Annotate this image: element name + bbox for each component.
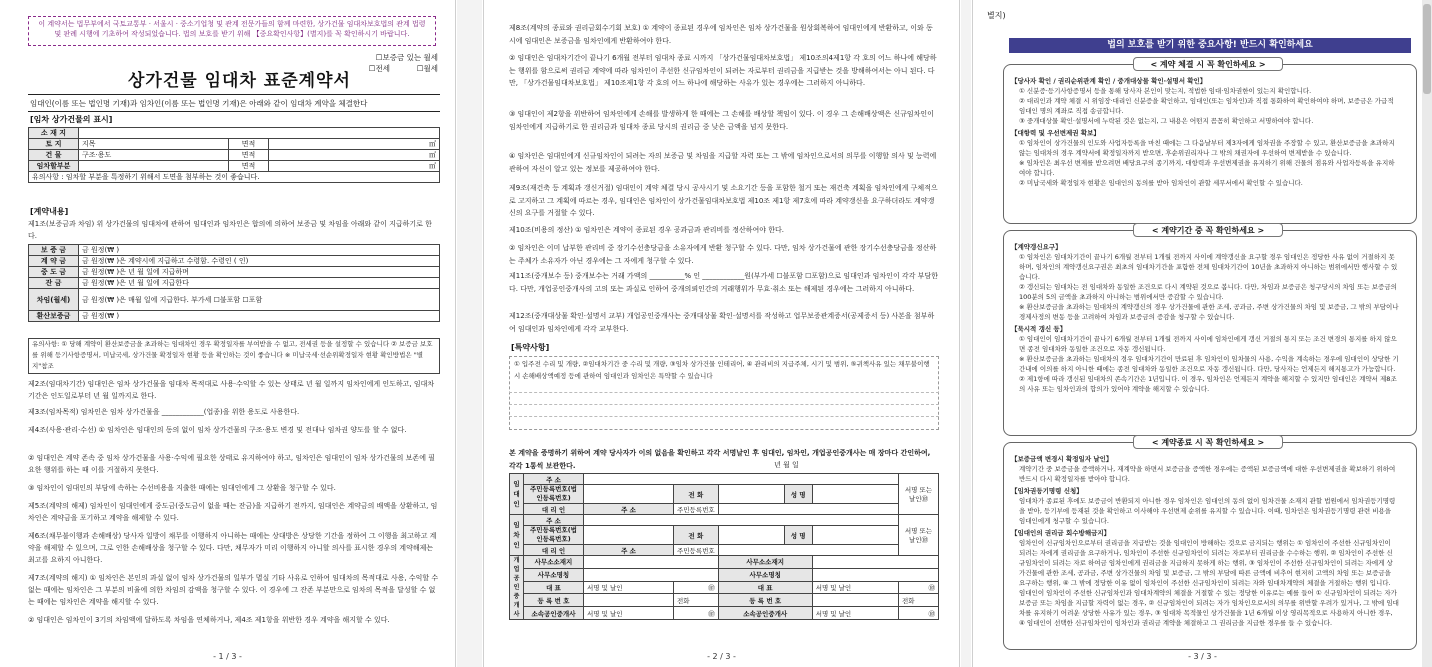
scrollbar-thumb[interactable] xyxy=(1423,4,1431,94)
appendix-label: 별지) xyxy=(987,11,1006,20)
article-11: 제11조(중개보수 등) 중개보수는 거래 가액의 __________% 인 ____________원(부가세 ☐불포함 ☐포함)으로 임대인과 임차인이 각각 부담한다. 다만, 개업공인중개사의 고의 또는 과실로 인하여 중개의뢰인간의 거래행위가 무효·취소 또는 해제된 경우에는 그러하지 아니하다. xyxy=(509,272,938,293)
article-8-2: ② 임대인은 임대차기간이 끝나기 6개월 전부터 임대차 종료 시까지 「상가건물임대차보호법」 제10조의4제1항 각 호의 어느 하나에 해당하는 행위를 함으로써 권리금 계약에 따라 임차인이 주선한 신규임차인이 되려는 자로부터 권리금을 지급받는 것을 방해하여서는 아니 된다. 다만, 「상가건물임대차보호법」 제10조제1항 각 호의 어느 하나에 해당하는 사유가 있는 경우에는 그러하지 아니하다. xyxy=(509,54,937,87)
box-item: ※ 임차인은 최우선 변제를 받으려면 배당요구의 종기까지, 대항력과 우선변제권을 유지하기 위해 건물의 점유와 사업자등록을 유지하여야 합니다. xyxy=(1019,159,1395,177)
article-8-3: ③ 임대인이 제2항을 위반하여 임차인에게 손해를 발생하게 한 때에는 그 손해를 배상할 책임이 있다. 이 경우 그 손해배상액은 신규임차인이 임차인에게 지급하기로 한 권리금과 임대차 종료 당시의 권리금 중 낮은 금액을 넘지 못한다. xyxy=(509,110,934,131)
box-item: 계약기간 중 보증금을 증액하거나, 재계약을 하면서 보증금을 증액한 경우에는 증액된 보증금액에 대한 우선변제권을 확보하기 위하여 반드시 다시 확정일자를 받아야 합니다. xyxy=(1019,465,1396,483)
lessor-label: 임대인 xyxy=(510,474,524,515)
checkbox-deposit-monthly[interactable]: ☐보증금 있는 월세 xyxy=(375,53,438,62)
box-contract-period-content xyxy=(973,240,1432,432)
box-item: ③ 중개대상물 확인·설명서에 누락된 것은 없는지, 그 내용은 어떤지 꼼꼼히 확인하고 서명하여야 합니다. xyxy=(1019,117,1314,125)
box-item: ② 대리인과 계약 체결 시 위임장·대리인 신분증을 확인하고, 임대인(또는 임차인)과 직접 통화하여 확인하여야 하며, 보증금은 가급적 임대인 명의 계좌로 직접 송금합니다. xyxy=(1019,97,1394,115)
page-number-3: - 3 / 3 - xyxy=(1188,652,1217,661)
box-item: 임대인이 임차인이 주선한 신규임차인과 임대차계약의 체결을 거절할 수 있는 정당한 이유로는 예를 들어 ① 신규임차인이 되려는 자가 보증금 또는 차임을 지급할 자력이 없는 경우, ② 신규임차인이 되려는 자가 임차인으로서의 의무를 위반할 우려가 있거나, 그 밖에 임대차를 유지하기 어려운 상당한 사유가 있는 경우, ③ 임대차 목적물인 상가건물을 1년 6개월 이상 영리목적으로 사용하지 아니한 경우, ④ 임대인이 선택한 신규임차인이 임차인과 권리금 계약을 체결하고 그 권리금을 지급한 경우를 들 수 있습니다. xyxy=(1019,589,1399,627)
box-contract-period-title: < 계약기간 중 꼭 확인하세요 > xyxy=(1133,223,1283,237)
box-contract-end-content xyxy=(973,452,1432,646)
box-subheading: 【대항력 및 우선변제권 확보】 xyxy=(1011,129,1100,137)
page-1 xyxy=(0,0,456,667)
article-3: 제3조(임차목적) 임차인은 임차 상가건물을 ____________(업종)을 위한 용도로 사용한다. xyxy=(28,408,300,416)
box-subheading: 【임차권등기명령 신청】 xyxy=(1011,487,1083,495)
intro-text: 임대인(이름 또는 법인명 기재)과 임차인(이름 또는 법인명 기재)은 아래와 같이 임대차 계약을 체결한다 xyxy=(30,99,368,108)
lessee-label: 임차인 xyxy=(510,515,524,556)
money-note: 유의사항: ① 당해 계약이 환산보증금을 초과하는 임대차인 경우 확정일자를 부여받을 수 없고, 전세권 등을 설정할 수 있습니다 ② 보증금 보호를 위해 등기사항증명서, 미납국세, 상가건물 확정일자 현황 등을 확인하는 것이 좋습니다 ※ 미납국세·선순위확정일자 현황 확인방법은 "별지"참조 xyxy=(28,338,440,374)
article-7-1: 제7조(계약의 해지) ① 임차인은 본인의 과실 없이 임차 상가건물의 일부가 멸실 기타 사유로 인하여 임대차의 목적대로 사용, 수익할 수 없는 때에는 임차인은 그 부분의 비율에 의한 차임의 감액을 청구할 수 있다. 이 경우에 그 잔존 부분만으로 임차의 목적을 달성할 수 없는 때에는 임차인은 계약을 해지할 수 있다. xyxy=(28,574,439,606)
box-item: ① 임대인이 임대차기간이 끝나기 6개월 전부터 1개월 전까지 사이에 임차인에게 갱신 거절의 통지 또는 조건 변경의 통지를 하지 않으면 종전 임대차와 동일한 조건으로 자동 갱신됩니다. xyxy=(1019,335,1397,353)
box-item: ② 미납국세와 확정일자 현황은 임대인의 동의를 받아 임차인이 관할 세무서에서 확인할 수 있습니다. xyxy=(1019,179,1303,187)
box-subheading: 【계약갱신요구】 xyxy=(1011,243,1062,251)
box-item: ② 갱신되는 임대차는 전 임대차와 동일한 조건으로 다시 계약된 것으로 봅니다. 다만, 차임과 보증금은 청구당시의 차임 또는 보증금의 100분의 5의 금액을 초과하지 아니하는 범위에서만 증감할 수 있습니다. xyxy=(1019,283,1397,301)
special-terms-text: ① 입주전 수리 및 개량, ②임대차기간 중 수리 및 개량, ③임차 상가건물 인테리어, ④ 관리비의 지급주체, 시기 및 범위, ⑤귀책사유 있는 채무불이행 시 손해배상액예정 등에 관하여 임대인과 임차인은 특약할 수 있습니다 xyxy=(514,360,930,380)
box-item: ① 임차인이 상가건물의 인도와 사업자등록을 마친 때에는 그 다음날부터 제3자에게 임차권을 주장할 수 있고, 환산보증금을 초과하지 않는 임대차의 경우 계약서에 확정일자까지 받으면, 후순위권리자나 그 밖의 채권자에 우선하여 변제받을 수 있습니다. xyxy=(1019,139,1395,157)
checkbox-monthly[interactable]: ☐월세 xyxy=(416,64,438,73)
box-item: ※ 환산보증금을 초과하는 임대차의 경우 임대차기간이 만료된 후 임차인이 임차물의 사용, 수익을 계속하는 경우에 임대인이 상당한 기간내에 이의를 하지 아니한 때에는 종전 임대차와 동일한 조건으로 자동 갱신됩니다. 다만, 당사자는 언제든지 해지통고가 가능합니다. xyxy=(1019,355,1399,373)
article-1: 제1조(보증금과 차임) 위 상가건물의 임대차에 관하여 임대인과 임차인은 합의에 의하여 보증금 및 차임을 아래와 같이 지급하기로 한다. xyxy=(28,220,432,240)
page-title: 상가건물 임대차 표준계약서 xyxy=(128,71,351,91)
section-contract: [계약내용] xyxy=(30,207,69,216)
page-gap xyxy=(457,0,482,667)
signing-intro: 본 계약을 증명하기 위하여 계약 당사자가 이의 없음을 확인하고 각각 서명날인 후 임대인, 임차인, 개업공인중개사는 매 장마다 간인하여, 각각 1통씩 보관한다. xyxy=(509,449,931,470)
box-contract-signing-content xyxy=(973,74,1432,220)
signature-table: 임대인 주 소 서명 또는 날인㊞ 주민등록번호(법인등록번호) 전 화 성 명 대 리 인 주 소 주민등록번호 임차인 주 소 서명 또는 날인㊞ 주민등록번호(법인등록번호) 전 화 성 명 대 리 인 주 소 주민등록번호 개업공인중개사 사무소소재지 사무소소재지 사무소명칭 사무소명칭 대 표 서명 및 날인 ㊞ 대 표 서명 및 날인 ㊞ 등 록 번 호 전화 등 록 번 호 전화 소속공인중개사 서명 및 날인 ㊞ 소속공인중개사 서명 및 날인 ㊞ xyxy=(509,473,939,620)
page-number-2: - 2 / 3 - xyxy=(707,652,736,661)
vertical-scrollbar[interactable] xyxy=(1422,0,1432,667)
article-7-2: ② 임대인은 임차인이 3기의 차임액에 달하도록 차임을 연체하거나, 제4조 제1항을 위반한 경우 계약을 해지할 수 있다. xyxy=(28,616,390,624)
page-number-1: - 1 / 3 - xyxy=(213,652,242,661)
article-2: 제2조(임대차기간) 임대인은 임차 상가건물을 임대차 목적대로 사용·수익할 수 있는 상태로 년 월 일까지 임차인에게 인도하고, 임대차기간은 인도일로부터 년 월 일까지로 한다. xyxy=(28,380,435,400)
article-9: 제9조(재건축 등 계획과 갱신거절) 임대인이 계약 체결 당시 공사시기 및 소요기간 등을 포함한 철거 또는 재건축 계획을 임차인에게 구체적으로 고지하고 그 계획에 따르는 경우, 임대인은 임차인이 상가건물임대차보호법 제10조 제1항 제7호에 따라 계약갱신을 요구하더라도 계약갱신의 요구를 거절할 수 있다. xyxy=(509,184,938,217)
property-table: 소 재 지 토 지 지목 면적 ㎡ 건 물 구조·용도 면적 ㎡ 임차할부분 면적 ㎡ 유의사항 : 임차할 부분을 특정하기 위해서 도면을 첨부하는 것이 좋습니다. xyxy=(28,127,440,183)
page-3 xyxy=(972,0,1432,667)
box-subheading: 【당사자 확인 / 권리순위관계 확인 / 중개대상물 확인·설명서 확인】 xyxy=(1011,77,1207,85)
signing-date: 년 월 일 xyxy=(774,461,799,469)
box-item: ① 신분증·등기사항증명서 등을 통해 당사자 본인이 맞는지, 적법한 임대·임차권한이 있는지 확인합니다. xyxy=(1019,87,1312,95)
special-terms-title: [특약사항] xyxy=(511,343,550,352)
box-contract-end-title: < 계약종료 시 꼭 확인하세요 > xyxy=(1133,435,1283,449)
article-4-1: 제4조(사용·관리·수선) ① 임차인은 임대인의 동의 없이 임차 상가건물의 구조·용도 변경 및 전대나 임차권 양도를 할 수 없다. xyxy=(28,426,407,434)
article-10-1: 제10조(비용의 정산) ① 임차인은 계약이 종료된 경우 공과금과 관리비를 정산하여야 한다. xyxy=(509,226,785,234)
article-4-2: ② 임대인은 계약 존속 중 임차 상가건물을 사용·수익에 필요한 상태로 유지하여야 하고, 임차인은 임대인이 임차 상가건물의 보존에 필요한 행위를 하는 때 이를 거절하지 못한다. xyxy=(28,454,435,474)
box-item: ② 제1항에 따라 갱신된 임대차의 존속기간은 1년입니다. 이 경우, 임차인은 언제든지 계약을 해지할 수 있지만 임대인은 계약서 제8조의 사유 또는 임차인과의 합의가 있어야 계약을 해지할 수 있습니다. xyxy=(1019,375,1397,393)
box-item: ① 임차인은 임대차기간이 끝나기 6개월 전부터 1개월 전까지 사이에 계약갱신을 요구할 경우 임대인은 정당한 사유 없이 거절하지 못하며, 임차인의 계약갱신요구권은 최초의 임대차기간을 포함한 전체 임대차기간이 10년을 초과하지 아니하는 범위에서만 행사할 수 있습니다. xyxy=(1019,253,1398,281)
box-item: ※ 환산보증금을 초과하는 임대차의 계약갱신의 경우 상가건물에 관한 조세, 공과금, 주변 상가건물의 차임 및 보증금, 그 밖의 부담이나 경제사정의 변동 등을 고려하여 차임과 보증금의 증감을 청구할 수 있습니다. xyxy=(1019,303,1399,321)
page-2 xyxy=(483,0,960,667)
article-8-4: ④ 임차인은 임대인에게 신규임차인이 되려는 자의 보증금 및 차임을 지급할 자력 또는 그 밖에 임차인으로서의 의무를 이행할 의사 및 능력에 관하여 자신이 알고 있는 정보를 제공하여야 한다. xyxy=(509,152,937,173)
section-property: [임차 상가건물의 표시] xyxy=(30,115,113,124)
box-contract-signing-title: < 계약 체결 시 꼭 확인하세요 > xyxy=(1133,57,1283,71)
agent-label: 개업공인중개사 xyxy=(510,556,524,620)
article-6: 제6조(채무불이행과 손해배상) 당사자 일방이 채무를 이행하지 아니하는 때에는 상대방은 상당한 기간을 정하여 그 이행을 최고하고 계약을 해제할 수 있으며, 그로 인한 손해배상을 청구할 수 있다. 다만, 채무자가 미리 이행하지 아니할 의사를 표시한 경우의 계약해제는 최고를 요하지 아니한다. xyxy=(28,532,437,564)
box-item: 임대차가 종료된 후에도 보증금이 반환되지 아니한 경우 임차인은 임대인의 동의 없이 임차건물 소재지 관할 법원에서 임차권등기명령을 받아, 등기부에 등재된 것을 확인하고 이사해야 우선변제 순위를 유지할 수 있습니다. 이때, 임차인은 임차권등기명령 관련 비용을 임대인에게 청구할 수 있습니다. xyxy=(1019,497,1396,525)
article-5: 제5조(계약의 해제) 임차인이 임대인에게 중도금(중도금이 없을 때는 잔금)을 지급하기 전까지, 임대인은 계약금의 배액을 상환하고, 임차인은 계약금을 포기하고 계약을 해제할 수 있다. xyxy=(28,502,438,522)
article-12: 제12조(중개대상물 확인·설명서 교부) 개업공인중개사는 중개대상물 확인·설명서를 작성하고 업무보증관계증서(공제증서 등) 사본을 첨부하여 임대인과 임차인에게 각각 교부한다. xyxy=(509,312,935,333)
important-banner: 법의 보호를 받기 위한 중요사항! 반드시 확인하세요 xyxy=(1009,38,1411,53)
checkbox-jeonse[interactable]: ☐전세 xyxy=(368,64,390,73)
box-subheading: 【임대인의 권리금 회수방해금지】 xyxy=(1011,529,1111,537)
article-8-1: 제8조(계약의 종료와 권리금회수기회 보호) ① 계약이 종료된 경우에 임차인은 임차 상가건물을 원상회복하여 임대인에게 반환하고, 이와 동시에 임대인은 보증금을 임차인에게 반환하여야 한다. xyxy=(509,24,933,45)
money-table: 보 증 금 금 원정(₩ ) 계 약 금 금 원정(₩ )은 계약시에 지급하고 수령함. 수령인 ( 인) 중 도 금 금 원정(₩ )은 년 월 일에 지급하며 잔 금 금 원정(₩ )은 년 월 일에 지급한다 차임(월세) 금 원정(₩ )은 매월 일에 지급한다. 부가세 ☐불포함 ☐포함 환산보증금 금 원정(₩ ) xyxy=(28,244,440,322)
article-4-3: ③ 임차인이 임대인의 부담에 속하는 수선비용을 지출한 때에는 임대인에게 그 상환을 청구할 수 있다. xyxy=(28,484,336,492)
article-10-2: ② 임차인은 이미 납부한 관리비 중 장기수선충당금을 소유자에게 반환 청구할 수 있다. 다만, 임차 상가건물에 관한 장기수선충당금을 정산하는 주체가 소유자가 아닌 경우에는 그 자에게 청구할 수 있다. xyxy=(509,244,937,265)
box-subheading: 【묵시적 갱신 등】 xyxy=(1011,325,1067,333)
box-subheading: 【보증금액 변경시 확정일자 날인】 xyxy=(1011,455,1113,463)
notice-box: 이 계약서는 법무부에서 국토교통부 · 서울시 · 중소기업청 및 관계 전문가들의 함께 마련한, 상가건물 임대차보호법의 관계 법령 및 판례 시행에 기초하여 작성되었습니다. 법의 보호를 받기 위해 【중요확인사항】(별지)를 꼭 확인하시기 바랍니다. xyxy=(28,16,436,46)
page-gap xyxy=(961,0,971,667)
box-item: 임차인이 신규임차인으로부터 권리금을 지급받는 것을 임대인이 방해하는 것으로 금지되는 행위는 ① 임차인이 주선한 신규임차인이 되려는 자에게 권리금을 요구하거나, 임차인이 주선한 신규임차인이 되려는 자로부터 권리금을 수수하는 행위, ② 임차인이 주선한 신규임차인이 되려는 자로 하여금 임차인에게 권리금을 지급하지 못하게 하는 행위, ③ 임차인이 주선한 신규임차인이 되려는 자에게 상가건물에 관한 조세, 공과금, 주변 상가건물의 차임 및 보증금, 그 밖의 부담에 따른 금액에 비추어 현저히 고액의 차임 또는 보증금을 요구하는 행위, ④ 그 밖에 정당한 이유 없이 임차인이 주선한 신규임차인이 되려는 자와 임대차계약의 체결을 거절하는 행위 입니다. xyxy=(1019,539,1393,587)
